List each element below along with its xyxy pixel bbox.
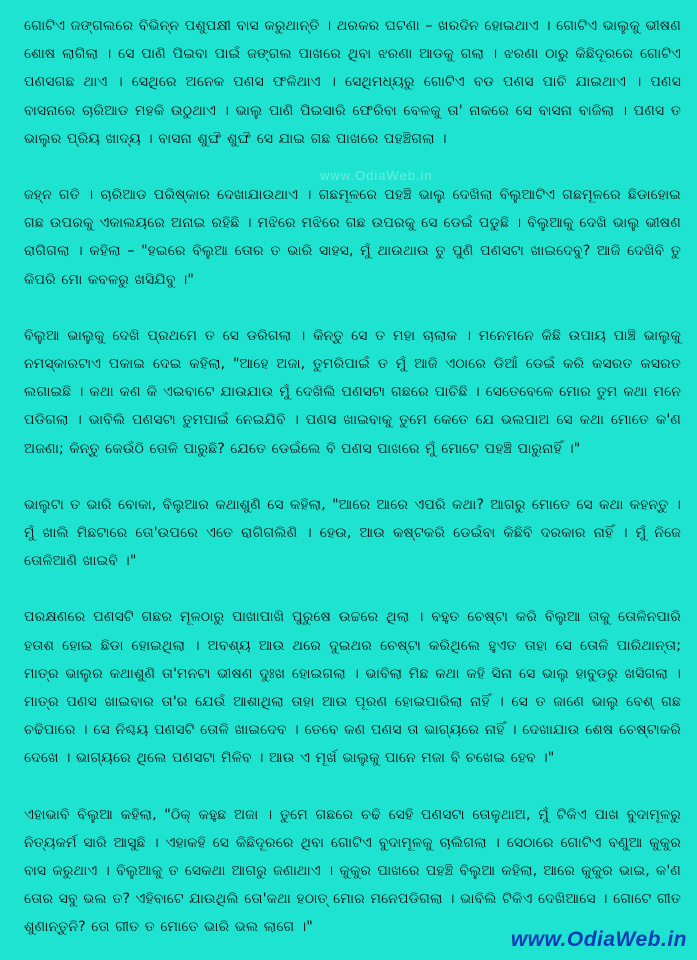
story-paragraph-5: ପରକ୍ଷଣରେ ପଣସଟି ଗଛର ମୂଳଠାରୁ ପାଖାପାଖି ପୁରୁଷେ ଉଚ୍ଚରେ ଥିଲା । ବହୁତ ଚେଷ୍ଟା କରି ବିଲୁଆ ତାକୁ ତୋଳିନପାରି ହତାଶ ହୋଇ ଛିଡା ହୋଇଥିଲା । ଅବଶ୍ୟ ଆଉ ଥରେ ଦୁଇଥର ଚେଷ୍ଟା କରିଥିଲେ ହୁଏତ ତାହା ସେ ତୋଳି ପାରିଥାନ୍ତା; ମାତ୍ର ଭାଲୁର କଥାଶୁଣି ତା'ମନଟା ଭୀଷଣ ଦୁଃଖ ହୋଇଗଲା । ଭାବିଲା ମିଛ କଥା କହି ସିନା ସେ ଭାଲୁ ହାବୁଡରୁ ଖସିଗଲା । ମାତ୍ର ପଣସ ଖାଇବାର ତା'ର ଯେଉଁ ଆଶାଥିଲା ତାହା ଆଉ ପୂରଣ ହୋଇପାରିଲା ନାହିଁ । ସେ ତ ଜାଣେ ଭାଲୁ ବେଶ୍ ଗଛ ଚଢିପାରେ । ସେ ନିଶ୍ଚୟ ପଣସଟି ତୋଳି ଖାଇଦେବ । ତେବେ କଣ ପଣସ ତା ଭାଗ୍ୟରେ ନାହିଁ । ଦେଖାଯାଉ ଶେଷ ଚେଷ୍ଟାକରି ଦେଖେ । ଭାଗ୍ୟରେ ଥିଲେ ପଣସଟା ମିଳିବ । ଆଉ ଏ ମୂର୍ଖ ଭାଲୁକୁ ପାନେ ମଜା ବି ଚଖେଇ ହେବ ।" — [24, 609, 681, 767]
paragraph-gap — [24, 773, 681, 801]
story-paragraph-3: ବିଲୁଆ ଭାଲୁକୁ ଦେଖି ପ୍ରଥମେ ତ ସେ ଡରିଗଲା । କିନ୍ତୁ ସେ ତ ମହା ଚାଲାକ । ମନେମନେ କିଛି ଉପାୟ ପାଞ୍ଚି ଭାଲୁକୁ ନମସ୍କାରଟାଏ ପକାଇ ଦେଇ କହିଲା, "ଆହେ ଅଜା, ତୁମରିପାଇଁ ତ ମୁଁ ଆଜି ଏଠାରେ ଡିଆଁ ଡେଇଁ କରି କସରତ କସରତ ଲଗାଇଛି । କଥା କଣ କି ଏଇବାଟେ ଯାଉଯାଉ ମୁଁ ଦେଖିଲି ପଣସଟା ଗଛରେ ପାଚିଛି । ସେତେବେଳେ ମୋର ତୁମ କଥା ମନେ ପଡିଗଲା । ଭାବିଲି ପଣସଟା ତୁମପାଇଁ ନେଇଯିବି । ପଣସ ଖାଇବାକୁ ତୁମେ କେତେ ଯେ ଭଲପାଅ ସେ କଥା ମୋତେ କ'ଣ ଅଜଣା; କିନ୍ତୁ କେଉଁଠି ତୋଳି ପାରୁଛି? ଯେତେ ଡେଇଁଲେ ବି ପଣସ ପାଖରେ ମୁଁ ମୋଟେ ପହଞ୍ଚି ପାରୁନାହିଁ ।" — [24, 327, 681, 457]
story-paragraph-1: ଗୋଟିଏ ଜଙ୍ଗଲରେ ବିଭିନ୍ନ ପଶୁପକ୍ଷୀ ବାସ କରୁଥାନ୍ତି । ଥରକର ଘଟଣା – ଖରଦିନ ହୋଇଥାଏ । ଗୋଟିଏ ଭାଲୁକୁ ଭୀଷଣ ଶୋଷ ଲାଗିଲା । ସେ ପାଣି ପିଇବା ପାଇଁ ଜଙ୍ଗଲ ପାଖରେ ଥିବା ଝରଣା ଆଡକୁ ଗଲା । ଝରଣା ଠାରୁ କିଛିଦୂରରେ ଗୋଟିଏ ପଣସଗଛ ଥାଏ । ସେଥିରେ ଅନେକ ପଣସ ଫଳିଥାଏ । ସେଥିମଧ୍ୟରୁ ଗୋଟିଏ ବଡ ପଣସ ପାଚି ଯାଇଥାଏ । ପଣସ ବାସନାରେ ଚାରିଆଡ ମହକି ଉଠୁଥାଏ । ଭାଲୁ ପାଣି ପିଇସାରି ଫେରିବା ବେଳକୁ ତା' ନାକରେ ସେ ବାସନା ବାଜିଲା । ପଣସ ତ ଭାଲୁର ପ୍ରିୟ ଖାଦ୍ୟ । ବାସନା ଶୁଙ୍ଘି ଶୁଙ୍ଘି ସେ ଯାଇ ଗଛ ପାଖରେ ପହଞ୍ଚିଗଲା । — [24, 18, 681, 147]
paragraph-gap — [24, 294, 681, 322]
watermark: www.OdiaWeb.in — [320, 168, 433, 183]
story-paragraph-6: ଏହାଭାବି ବିଲୁଆ କହିଲା, "ଠିକ୍ କହୁଛ ଅଜା । ତୁମେ ଗଛରେ ଚଢି ସେହି ପଣସଟା ତୋଳୁଥାଅ, ମୁଁ ଟିକିଏ ପାଖ ବୁଦାମୂଳରୁ ନିତ୍ୟକର୍ମ ସାରି ଆସୁଛି । ଏହାକହି ସେ କିଛିଦୂରରେ ଥିବା ଗୋଟିଏ ବୁଦାମୂଳକୁ ଚାଲିଗଲା । ସେଠାରେ ଗୋଟିଏ ବଣୁଆ କୁକୁର ବାସ କରୁଥାଏ । ବିଲୁଆକୁ ତ ସେକଥା ଆଗରୁ ଜଣାଥାଏ । କୁକୁର ପାଖରେ ପହଞ୍ଚି ବିଲୁଆ କହିଲା, ଆରେ କୁକୁର ଭାଇ, କ'ଣ ତୋର ସବୁ ଭଲ ତ? ଏହିବାଟେ ଯାଉଥିଲି ତୋ'କଥା ହଠାତ୍ ମୋର ମନେପଡିଗଲା । ଭାବିଲି ଟିକିଏ ଦେଖିଆସେ । ଗୋଟେ ଗୀତ ଶୁଣାନ୍ତୁନି? ତୋ ଗୀତ ତ ମୋତେ ଭାରି ଭଲ ଲାଗେ ।" — [24, 806, 681, 936]
paragraph-gap — [24, 153, 681, 181]
paragraph-gap — [24, 463, 681, 491]
site-brand: www.OdiaWeb.in — [510, 928, 687, 951]
paragraph-gap — [24, 575, 681, 603]
story-paragraph-4: ଭାଲୁଟା ତ ଭାରି ବୋକା, ବିଲୁଆର କଥାଶୁଣି ସେ କହିଲା, "ଆରେ ଆରେ ଏପରି କଥା? ଆଗରୁ ମୋତେ ସେ କଥା କହନ୍ତୁ । ମୁଁ ଖାଲି ମିଛଟାରେ ତୋ'ଉପରେ ଏତେ ରାଗିଗଲିଣି । ହେଉ, ଆଉ କଷ୍ଟକରି ଡେଇଁବା କିଛିବି ଦରକାର ନାହିଁ । ମୁଁ ନିଜେ ତୋଳିଆଣି ଖାଇବି ।" — [24, 496, 681, 570]
story-paragraph-2: ଜହ୍ନ ଗତି । ଚାରିଆଡ ପରିଷ୍କାର ଦେଖାଯାଉଥାଏ । ଗଛମୂଳରେ ପହଞ୍ଚି ଭାଲୁ ଦେଖିଲା ବିଲୁଆଟିଏ ଗଛମୂଳରେ ଛିଡାହୋଇ ଗଛ ଉପରକୁ ଏକାଲୟରେ ଅନାଇ ରହିଛି । ମଝିରେ ମଝିରେ ଗଛ ଉପରକୁ ସେ ଡେଇଁ ପଡୁଛି । ବିଲୁଆକୁ ଦେଖି ଭାଲୁ ଭୀଷଣ ରାଗିଗଲା । କହିଲା – "ହଇରେ ବିଲୁଆ ତୋର ତ ଭାରି ସାହସ, ମୁଁ ଥାଉଥାଉ ତୁ ପୁଣି ପଣସଟା ଖାଇଦେବୁ? ଆଜି ଦେଖିବି ତୁ କିପରି ମୋ କବଳରୁ ଖସିଯିବୁ ।" — [24, 187, 681, 288]
